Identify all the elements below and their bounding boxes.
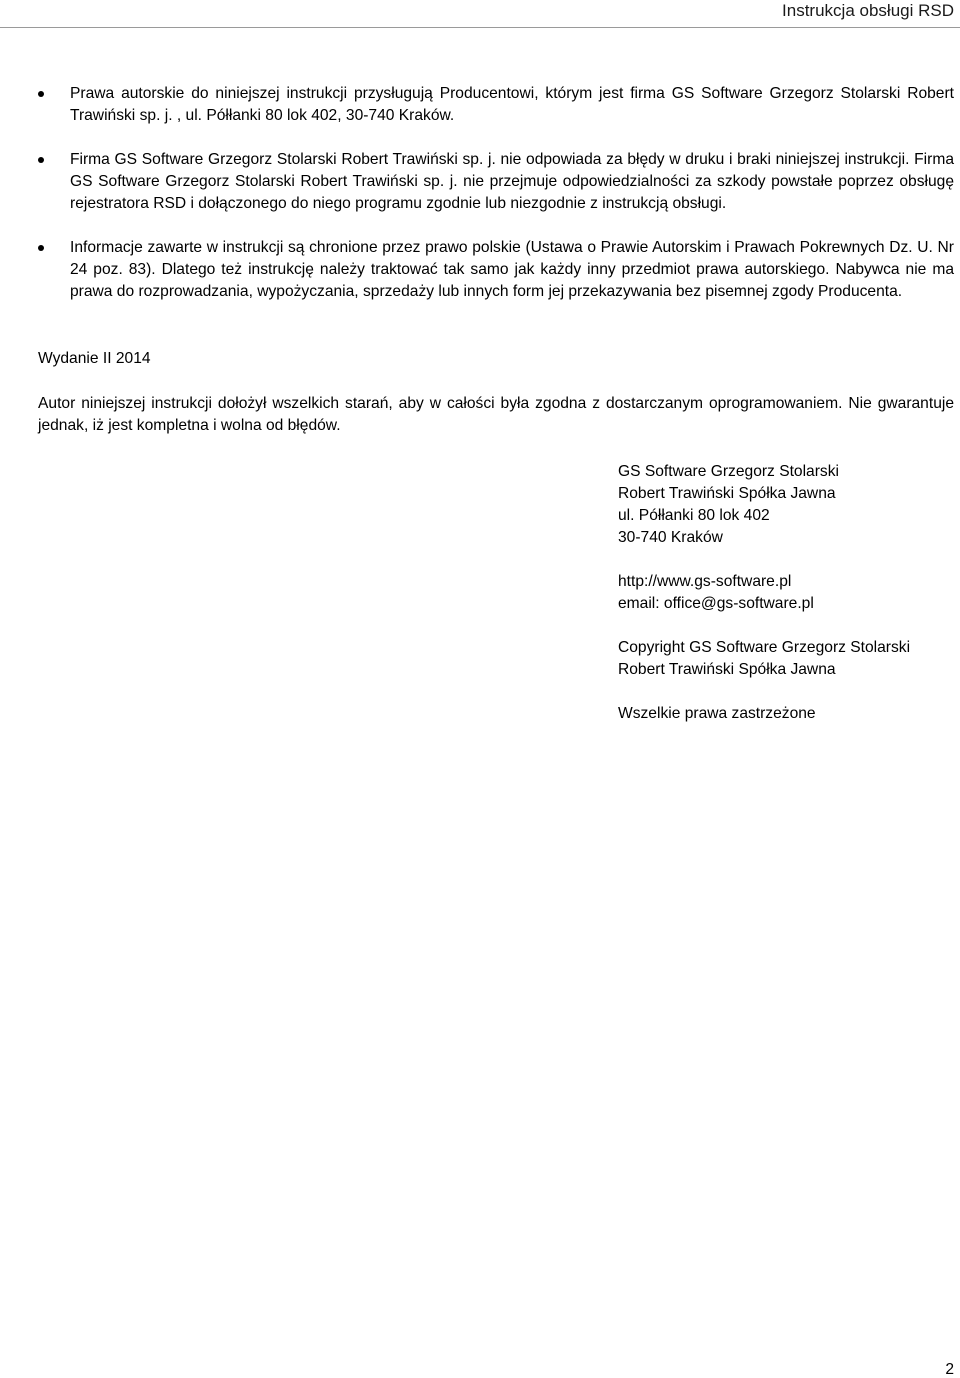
spacer (618, 549, 948, 571)
contact-block (618, 461, 948, 725)
website-link[interactable]: http://www.gs-software.pl (618, 573, 792, 590)
document-header-title: Instrukcja obsługi RSD (782, 1, 954, 20)
page-number: 2 (945, 1361, 954, 1378)
street-address: ul. Półłanki 80 lok 402 (618, 507, 770, 524)
copyright-owner-text: Prawa autorskie do niniejszej instrukcji przysługują Producentowi, którym jest firma GS Software Grzegorz Stolarski Robert Trawiński sp. j. , ul. Półłanki 80 lok 402, 30-740 Kraków. (70, 85, 954, 124)
edition-label: Wydanie II 2014 (38, 350, 151, 367)
spacer (618, 681, 948, 703)
legal-protection-text: Informacje zawarte w instrukcji są chronione przez prawo polskie (Ustawa o Prawie Autorskim i Prawach Pokrewnych Dz. U. Nr 24 poz. 83). Dlatego też instrukcję należy traktować tak samo jak każdy inny przedmiot prawa autorskiego. Nabywca nie ma prawa do rozprowadzania, wypożyczania, sprzedaży lub innych form jej przekazywania bez pisemnej zgody Producenta. (70, 239, 954, 300)
company-name-line1: GS Software Grzegorz Stolarski (618, 463, 839, 480)
list-item (38, 149, 954, 215)
copyright-line1: Copyright GS Software Grzegorz Stolarski (618, 639, 911, 656)
header-divider (0, 27, 960, 28)
email-link[interactable]: email: office@gs-software.pl (618, 595, 814, 612)
spacer (618, 615, 948, 637)
company-name-line2: Robert Trawiński Spółka Jawna (618, 485, 836, 502)
all-rights-reserved: Wszelkie prawa zastrzeżone (618, 705, 816, 722)
author-disclaimer: Autor niniejszej instrukcji dołożył wszelkich starań, aby w całości była zgodna z dostarczanym oprogramowaniem. Nie gwarantuje jednak, iż jest kompletna i wolna od błędów. (38, 395, 954, 434)
bullet-icon (38, 245, 44, 251)
list-item (38, 83, 954, 127)
copyright-notice-list (38, 83, 954, 325)
copyright-line2: Robert Trawiński Spółka Jawna (618, 661, 836, 678)
bullet-icon (38, 91, 44, 97)
bullet-icon (38, 157, 44, 163)
liability-text: Firma GS Software Grzegorz Stolarski Robert Trawiński sp. j. nie odpowiada za błędy w druku i braki niniejszej instrukcji. Firma GS Software Grzegorz Stolarski Robert Trawiński sp. j. nie przejmuje odpowiedzialności za szkody powstałe poprzez obsługę rejestratora RSD i dołączonego do niego programu zgodnie lub niezgodnie z instrukcją obsługi. (70, 151, 954, 212)
city-address: 30-740 Kraków (618, 529, 723, 546)
list-item (38, 237, 954, 303)
